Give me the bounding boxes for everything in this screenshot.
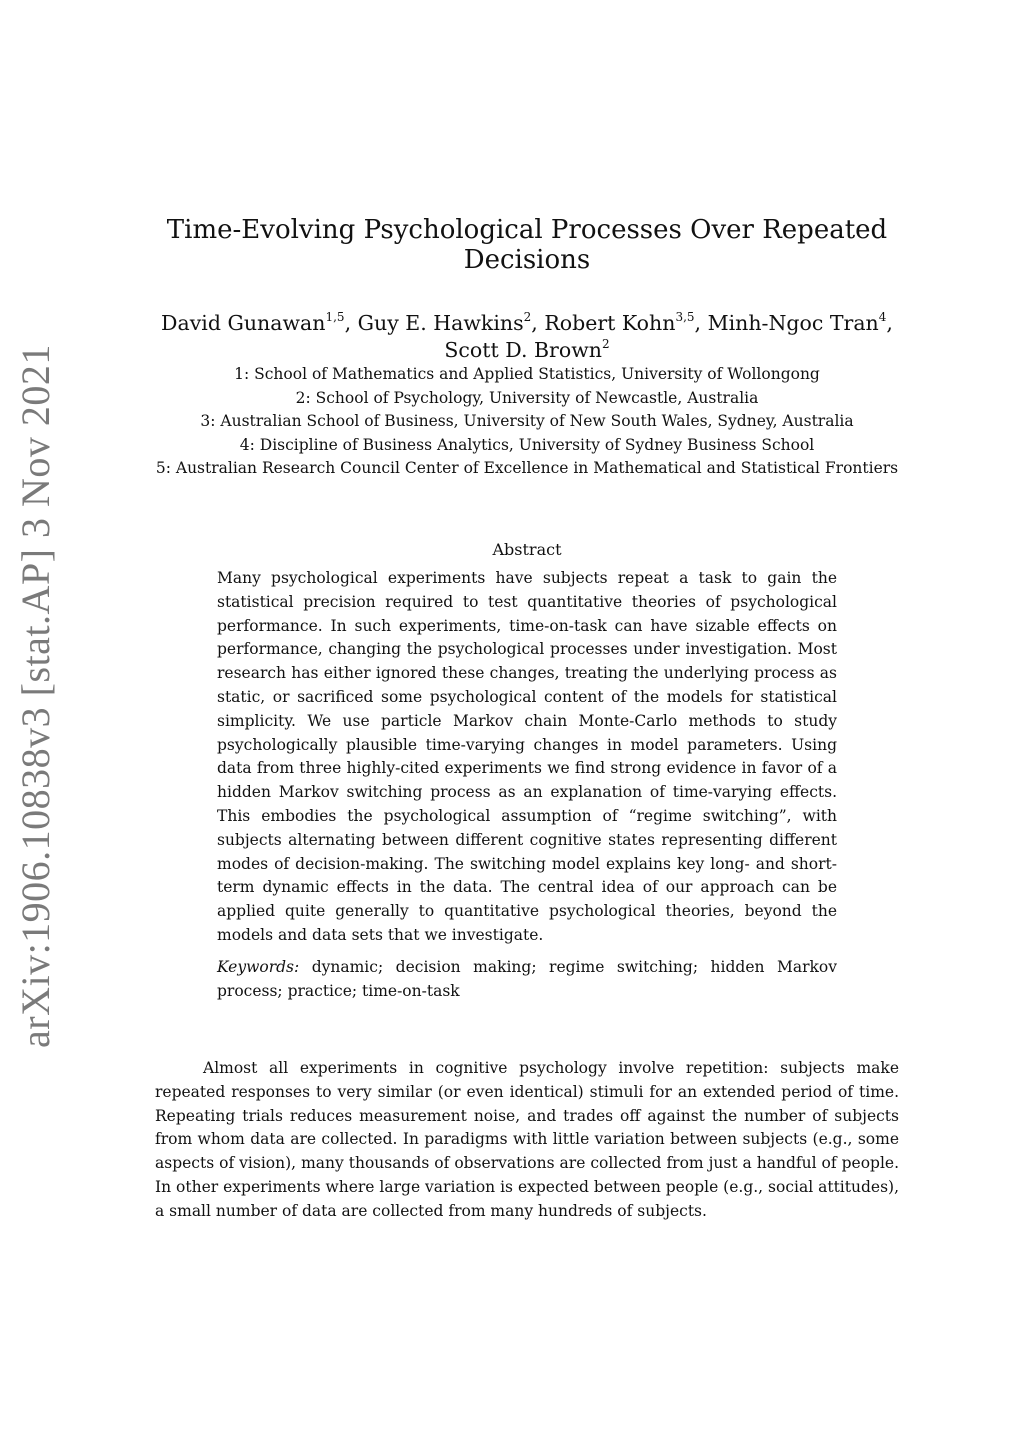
author-name: Robert Kohn <box>544 311 676 335</box>
author-name: Guy E. Hawkins <box>357 311 524 335</box>
affiliation-line: 3: Australian School of Business, University of New South Wales, Sydney, Australia <box>200 412 854 430</box>
arxiv-identifier-stamp: arXiv:1906.10838v3 [stat.AP] 3 Nov 2021 <box>13 344 58 1048</box>
author-item <box>708 311 893 335</box>
author-separator: , <box>886 311 893 335</box>
author-separator: , <box>344 311 358 335</box>
author-affiliation-marker: 3,5 <box>675 310 695 324</box>
intro-paragraph: Almost all experiments in cognitive psychology involve repetition: subjects make repeated responses to very similar (or even identical) stimuli for an extended period of time. Repeating trials reduces measurement noise, and trades off against the number of subjects from whom data are collected. In paradigms with little variation between subjects (e.g., some aspects of vision), many thousands of observations are collected from just a handful of people. In other experiments where large variation is expected between people (e.g., social attitudes), a small number of data are collected from many hundreds of subjects. <box>155 1059 899 1220</box>
author-item <box>161 311 358 335</box>
author-name: Scott D. Brown <box>444 338 602 362</box>
author-affiliation-marker: 2 <box>523 310 532 324</box>
affiliation-line: 5: Australian Research Council Center of Excellence in Mathematical and Statistical Frontiers <box>155 459 899 477</box>
author-name: Minh-Ngoc Tran <box>707 311 879 335</box>
abstract-heading: Abstract <box>492 540 562 559</box>
affiliation-line: 4: Discipline of Business Analytics, University of Sydney Business School <box>239 435 815 454</box>
author-affiliation-marker: 4 <box>878 310 887 324</box>
paper-title: Time-Evolving Psychological Processes Over Repeated Decisions <box>166 215 888 275</box>
author-item <box>358 311 545 335</box>
author-separator: , <box>694 311 708 335</box>
affiliation-line: 1: School of Mathematics and Applied Statistics, University of Wollongong <box>234 365 820 383</box>
keywords-text: dynamic; decision making; regime switching; hidden Markov process; practice; time-on-task <box>217 958 837 1000</box>
affiliation-line: 2: School of Psychology, University of Newcastle, Australia <box>295 388 759 407</box>
abstract-body: Many psychological experiments have subjects repeat a task to gain the statistical precision required to test quantitative theories of psychological performance. In such experiments, time-on-task can have sizable effects on performance, changing the psychological processes under investigation. Most research has either ignored these changes, treating the underlying process as static, or sacrificed some psychological content of the models for statistical simplicity. We use particle Markov chain Monte-Carlo methods to study psychologically plausible time-varying changes in model parameters. Using data from three highly-cited experiments we find strong evidence in favor of a hidden Markov switching process as an explanation of time-varying effects. This embodies the psychological assumption of “regime switching”, with subjects alternating between different cognitive states representing different modes of decision-making. The switching model explains key long- and short-term dynamic effects in the data. The central idea of our approach can be applied quite generally to quantitative psychological theories, beyond the models and data sets that we investigate. <box>217 569 837 944</box>
keywords <box>217 955 837 1003</box>
author-affiliation-marker: 2 <box>601 337 610 351</box>
author-separator: , <box>531 311 545 335</box>
author-affiliation-marker: 1,5 <box>325 310 345 324</box>
author-list <box>150 310 904 364</box>
keywords-label: Keywords: <box>217 958 300 976</box>
affiliation-list <box>150 363 904 481</box>
author-item <box>444 338 609 362</box>
author-name: David Gunawan <box>161 311 326 335</box>
author-item <box>544 311 707 335</box>
